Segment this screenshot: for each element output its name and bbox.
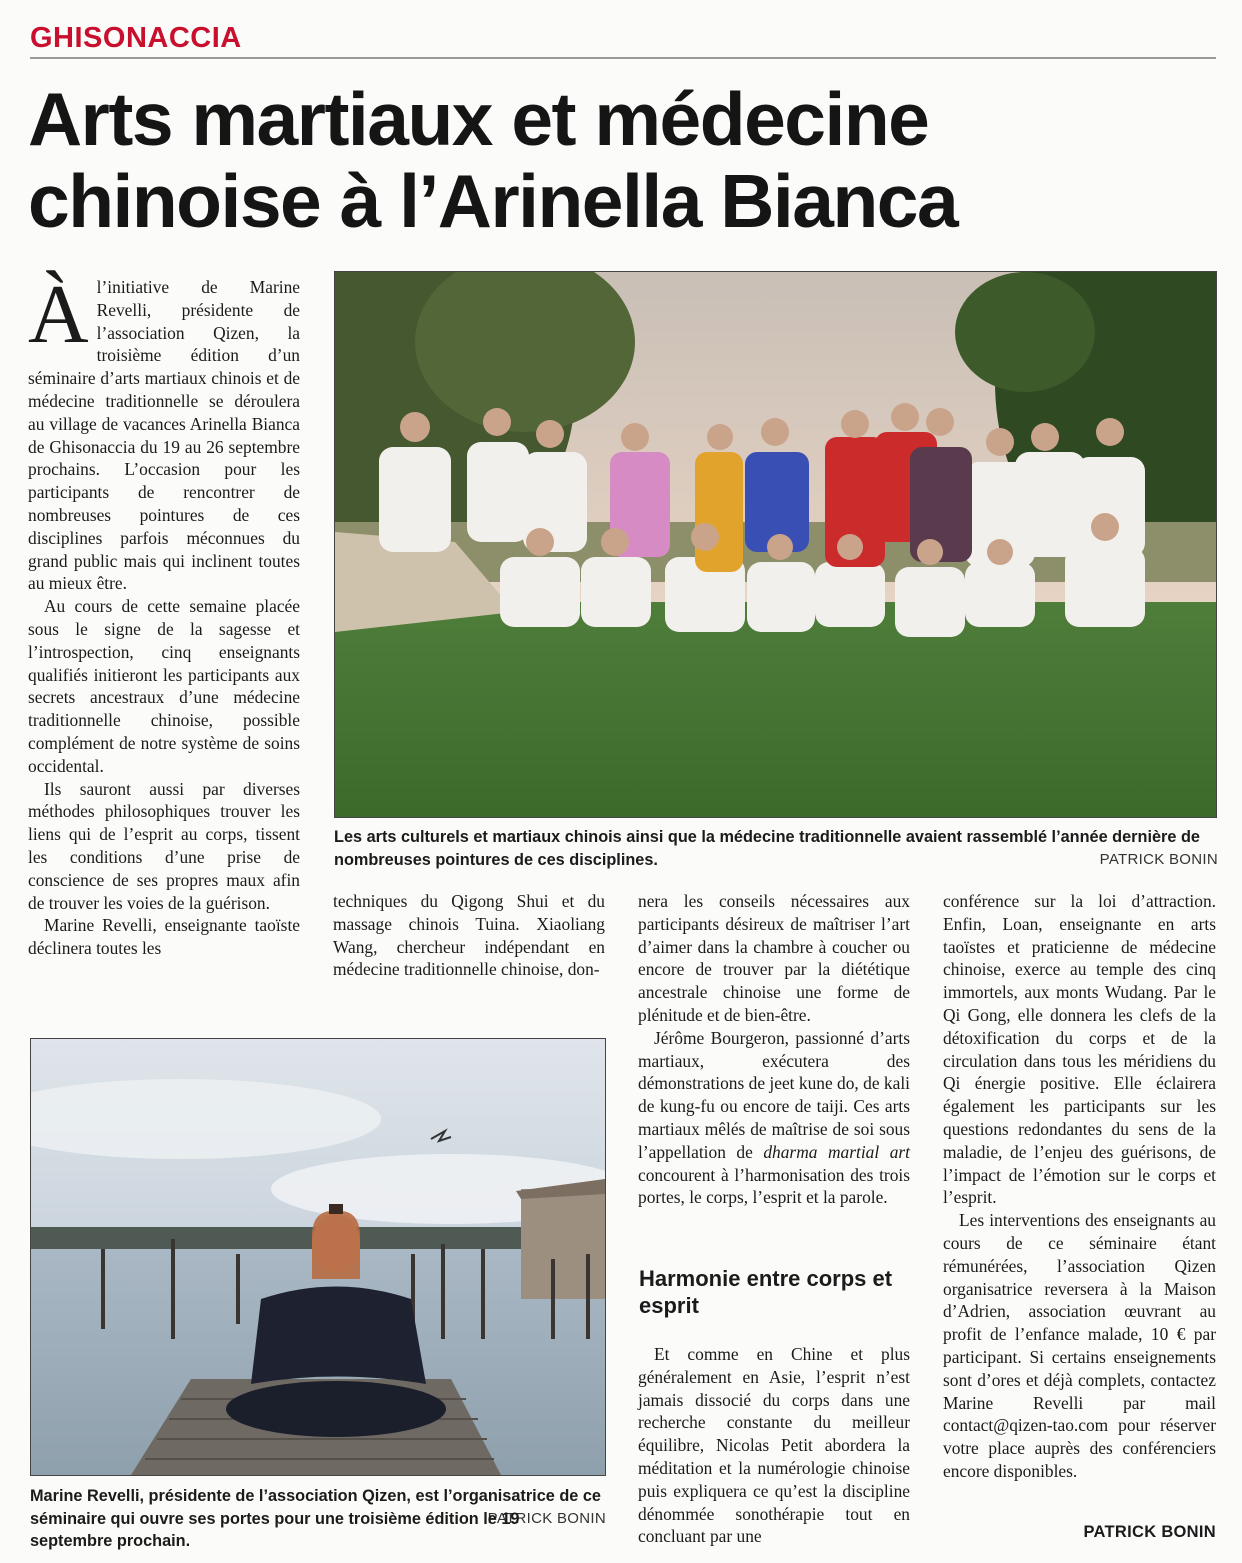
paragraph-5: techniques du Qigong Shui et du massage chinois Tuina. Xiaoliang Wang, chercheur indépendant en médecine traditionnelle chinoise, don- bbox=[333, 891, 605, 980]
headline-line-1: Arts martiaux et médecine bbox=[28, 77, 929, 161]
paragraph-6: nera les conseils nécessaires aux participants désireux de maîtriser l’art d’aimer dans la chambre à coucher ou encore de trouver par la diététique ancestrale chinoise une forme de plénitude et de bien-être. bbox=[638, 891, 910, 1025]
paragraph-1: Àl’initiative de Marine Revelli, présidente de l’association Qizen, la troisième édition d’un séminaire d’arts martiaux chinois et de médecine traditionnelle se déroulera au village de vacances Arinella Bianca de Ghisonaccia du 19 au 26 septembre prochains. L’occasion pour les participants de rencontrer de nombreuses pointures de ces disciplines parfois méconnues du grand public mais qui inclinent toutes au mieux être. bbox=[28, 268, 300, 594]
drop-cap: À bbox=[28, 268, 89, 361]
headline bbox=[28, 78, 1218, 242]
group-photo-image bbox=[335, 272, 1216, 817]
paragraph-7: Jérôme Bourgeron, passionné d’arts martiaux, exécutera des démonstrations de jeet kune do, de kali de kung-fu ou encore de taiji. Ces arts martiaux mêlés de maîtrise de soi sous l’appellation de dharma martial art concourent à l’harmonisation des trois portes, le corps, l’esprit et la parole. bbox=[638, 1027, 910, 1208]
article-column-3 bbox=[638, 890, 910, 1209]
article-column-1 bbox=[28, 268, 300, 960]
paragraph-8: Et comme en Chine et plus généralement en Asie, l’esprit n’est jamais dissocié du corps dans une recherche constante du meilleur équilibre, Nicolas Petit abordera la méditation et la numérologie chinoise puis expliquera ce qu’est la discipline dénommée sonothérapie tout en concluant par une bbox=[638, 1344, 910, 1547]
paragraph-10: Les interventions des enseignants au cours de ce séminaire étant rémunérées, l’association Qizen organisatrice reversera à la Maison d’Adrien, association œuvrant au profit de l’enfance malade, 10 € par participant. Si certains enseignements sont d’ores et déjà complets, contactez Marine Revelli par mail contact@qizen-tao.com pour réserver votre place auprès des conférenciers encore disponibles. bbox=[943, 1210, 1216, 1481]
article-column-4 bbox=[943, 890, 1216, 1483]
paragraph-9: conférence sur la loi d’attraction. Enfin, Loan, enseignante en arts taoïstes et praticienne de médecine chinoise, exerce au temple des cinq immortels, aux monts Wudang. Par le Qi Gong, elle donnera les clefs de la détoxification du corps et de la circulation dans tous les méridiens du Qi énergie positive. Elle éclairera également les participants sur les questions redondantes du sens de la maladie, de l’enjeu des guérisons, de l’impact de l’émotion sur le corps et l’esprit. bbox=[943, 891, 1216, 1208]
section-label: GHISONACCIA bbox=[30, 22, 242, 54]
byline: PATRICK BONIN bbox=[1083, 1523, 1216, 1541]
subheading: Harmonie entre corps et esprit bbox=[639, 1266, 893, 1318]
paragraph-2: Au cours de cette semaine placée sous le signe de la sagesse et l’introspection, cinq enseignants qualifiés initieront les participants aux secrets ancestraux d’une médecine traditionnelle chinoise, possible complément de notre système de soins occidental. bbox=[28, 596, 300, 776]
group-photo-credit: PATRICK BONIN bbox=[1099, 851, 1218, 868]
section-rule bbox=[30, 57, 1216, 59]
meditation-photo-caption: Marine Revelli, présidente de l’association Qizen, est l’organisatrice de ce séminaire qui ouvre ses portes pour une troisième édition le 19 septembre prochain. PATRICK BONIN bbox=[30, 1487, 606, 1550]
article-column-2 bbox=[333, 890, 605, 981]
article-column-3-continued bbox=[638, 1343, 910, 1548]
meditation-photo bbox=[30, 1038, 606, 1476]
headline-line-2: chinoise à l’Arinella Bianca bbox=[28, 159, 958, 243]
paragraph-3: Ils sauront aussi par diverses méthodes philosophiques trouver les liens qui de l’esprit au corps, tissent les conditions d’une prise de conscience de ses propres maux afin de trouver les voies de la guérison. bbox=[28, 778, 300, 913]
group-photo bbox=[334, 271, 1217, 818]
group-photo-caption: Les arts culturels et martiaux chinois ainsi que la médecine traditionnelle avaient rassemblé l’année dernière de nombreuses pointures de ces disciplines. PATRICK BONIN bbox=[334, 826, 1218, 872]
meditation-photo-credit: PATRICK BONIN bbox=[487, 1510, 606, 1527]
paragraph-4: Marine Revelli, enseignante taoïste déclinera toutes les bbox=[28, 915, 300, 959]
meditation-photo-image bbox=[31, 1039, 605, 1475]
